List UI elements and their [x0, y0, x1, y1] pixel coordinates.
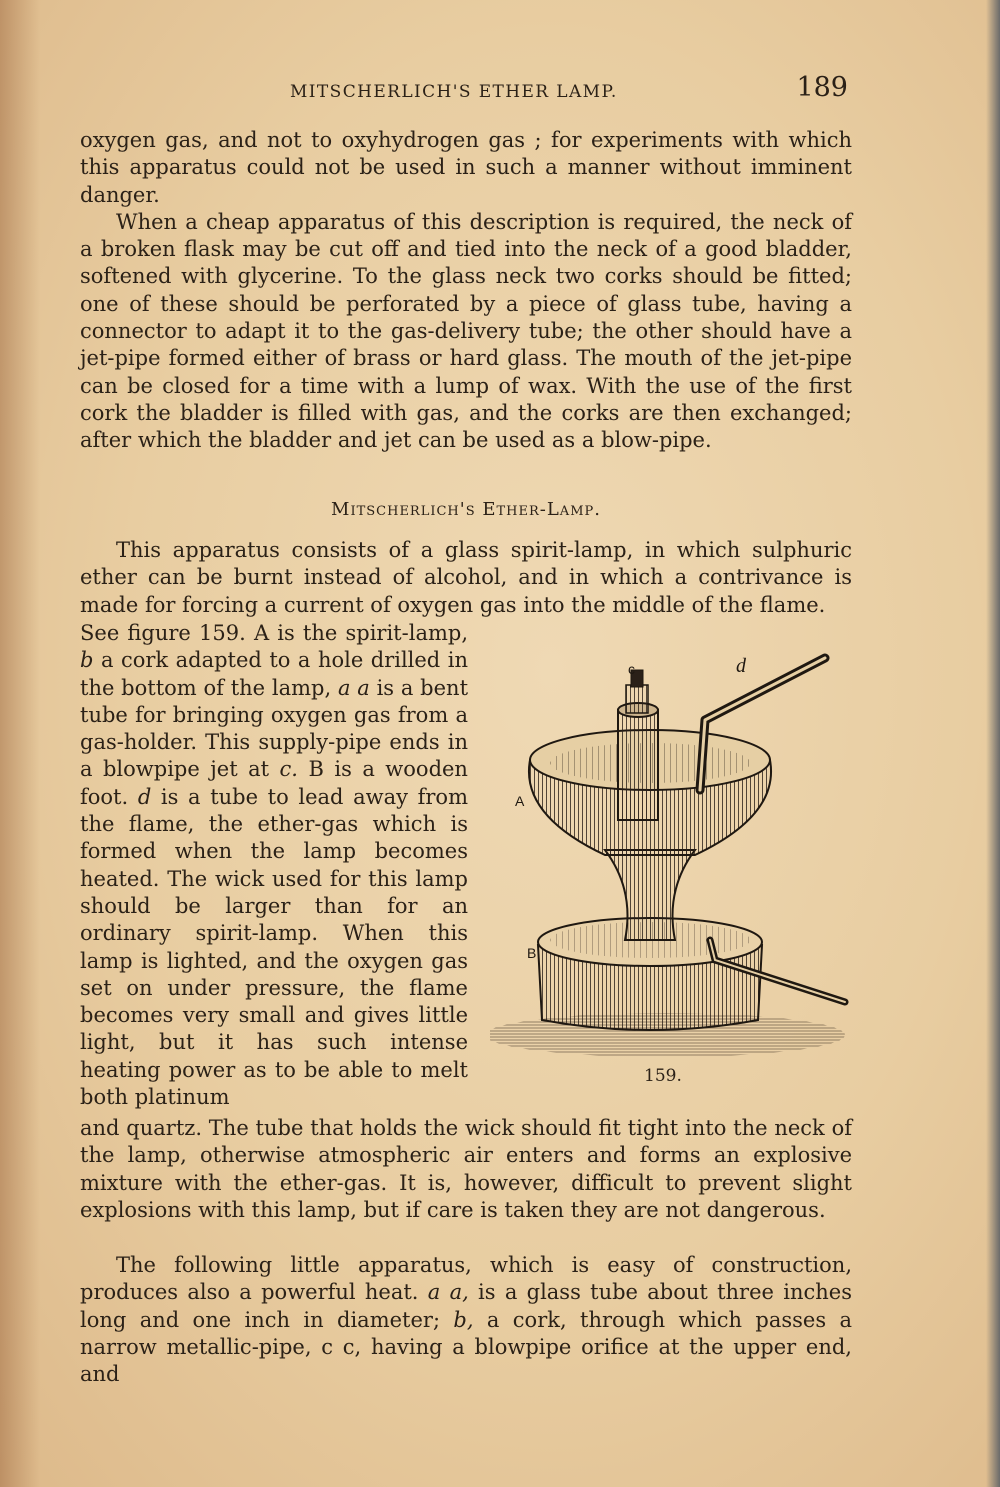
figure-label-d: d — [736, 655, 746, 677]
figure-caption: 159. — [644, 1066, 682, 1086]
section-heading: Mitscherlich's Ether-Lamp. — [331, 499, 601, 520]
text-run: B is a wooden foot. — [80, 757, 468, 809]
text-run: See figure 159. A is the spirit-lamp, — [80, 621, 468, 645]
page-header — [80, 70, 850, 110]
running-title: MITSCHERLICH'S ETHER LAMP. — [290, 82, 618, 102]
text-block-top — [80, 127, 852, 455]
ether-lamp-drawing — [490, 640, 860, 1070]
text-run: a cork adapted to a hole drilled in the bottom of the lamp, — [80, 648, 468, 700]
paragraph-figure-description — [80, 620, 468, 1111]
figure-label-c: c — [628, 661, 635, 677]
text-run: The following little apparatus, which is easy of construction, produces also a powerful heat. — [80, 1253, 852, 1305]
paragraph-continued: oxygen gas, and not to oxyhydrogen gas ; for experiments with which this apparatus could not be used in such a manner without imminent danger. — [80, 128, 852, 207]
figure-label-A: A — [515, 793, 525, 809]
italic-label: d — [137, 784, 152, 809]
text-run: is a tube to lead away from the flame, the ether-gas which is formed when the lamp becomes heated. The wick used for this lamp should be larger than for an ordinary spirit-lamp. When this lamp is lighted, and the oxygen gas set on under pressure, the flame becomes very small and gives little light, but it has such intense heating power as to be able to melt both platinum — [80, 784, 468, 1110]
page-edge-shadow-left — [0, 0, 40, 1487]
paragraph-wick-tube: and quartz. The tube that holds the wick should fit tight into the neck of the lamp, otherwise atmospheric air enters and forms an explosive mixture with the ether-gas. It is, however, difficult to prevent slight explosions with this lamp, but if care is taken they are not dangerous. — [80, 1116, 852, 1222]
italic-label: c. — [279, 757, 298, 782]
text-run: is a glass tube about three inches long and one inch in diameter; — [80, 1280, 852, 1332]
text-run: is a bent tube for bringing oxygen gas from a gas-holder. This supply-pipe ends in a blowpipe jet at — [80, 675, 469, 782]
figure-label-B: B — [527, 945, 537, 961]
ether-lamp-illustration — [490, 640, 860, 1070]
italic-label: b — [80, 648, 94, 673]
page-edge-shadow-right — [986, 0, 1000, 1487]
text-run: a cork, through which passes a narrow metallic-pipe, c c, having a blowpipe orifice at the upper end, and — [80, 1307, 852, 1387]
paragraph-apparatus-intro: This apparatus consists of a glass spirit-lamp, in which sulphuric ether can be burnt instead of alcohol, and in which a contrivance is made for forcing a current of oxygen gas into the middle of the flame. — [80, 538, 852, 617]
paragraph-following-apparatus — [80, 1252, 852, 1388]
text-block-bottom — [80, 1252, 852, 1388]
italic-label: a a, — [427, 1280, 469, 1305]
figure-wrap-text — [80, 620, 468, 1111]
text-block-intro — [80, 537, 852, 619]
text-block-after-figure — [80, 1115, 852, 1224]
page-number: 189 — [796, 72, 848, 103]
italic-label: b, — [453, 1307, 474, 1332]
paragraph-cheap-apparatus: When a cheap apparatus of this description is required, the neck of a broken flask may be cut off and tied into the neck of a good bladder, softened with glycerine. To the glass neck two corks should be fitted; one of these should be perforated by a piece of glass tube, having a connector to adapt it to the gas-delivery tube; the other should have a jet-pipe formed either of brass or hard glass. The mouth of the jet-pipe can be closed for a time with a lump of wax. With the use of the first cork the bladder is filled with gas, and the corks are then exchanged; after which the bladder and jet can be used as a blow-pipe. — [80, 209, 852, 453]
italic-label: a a — [337, 675, 370, 700]
